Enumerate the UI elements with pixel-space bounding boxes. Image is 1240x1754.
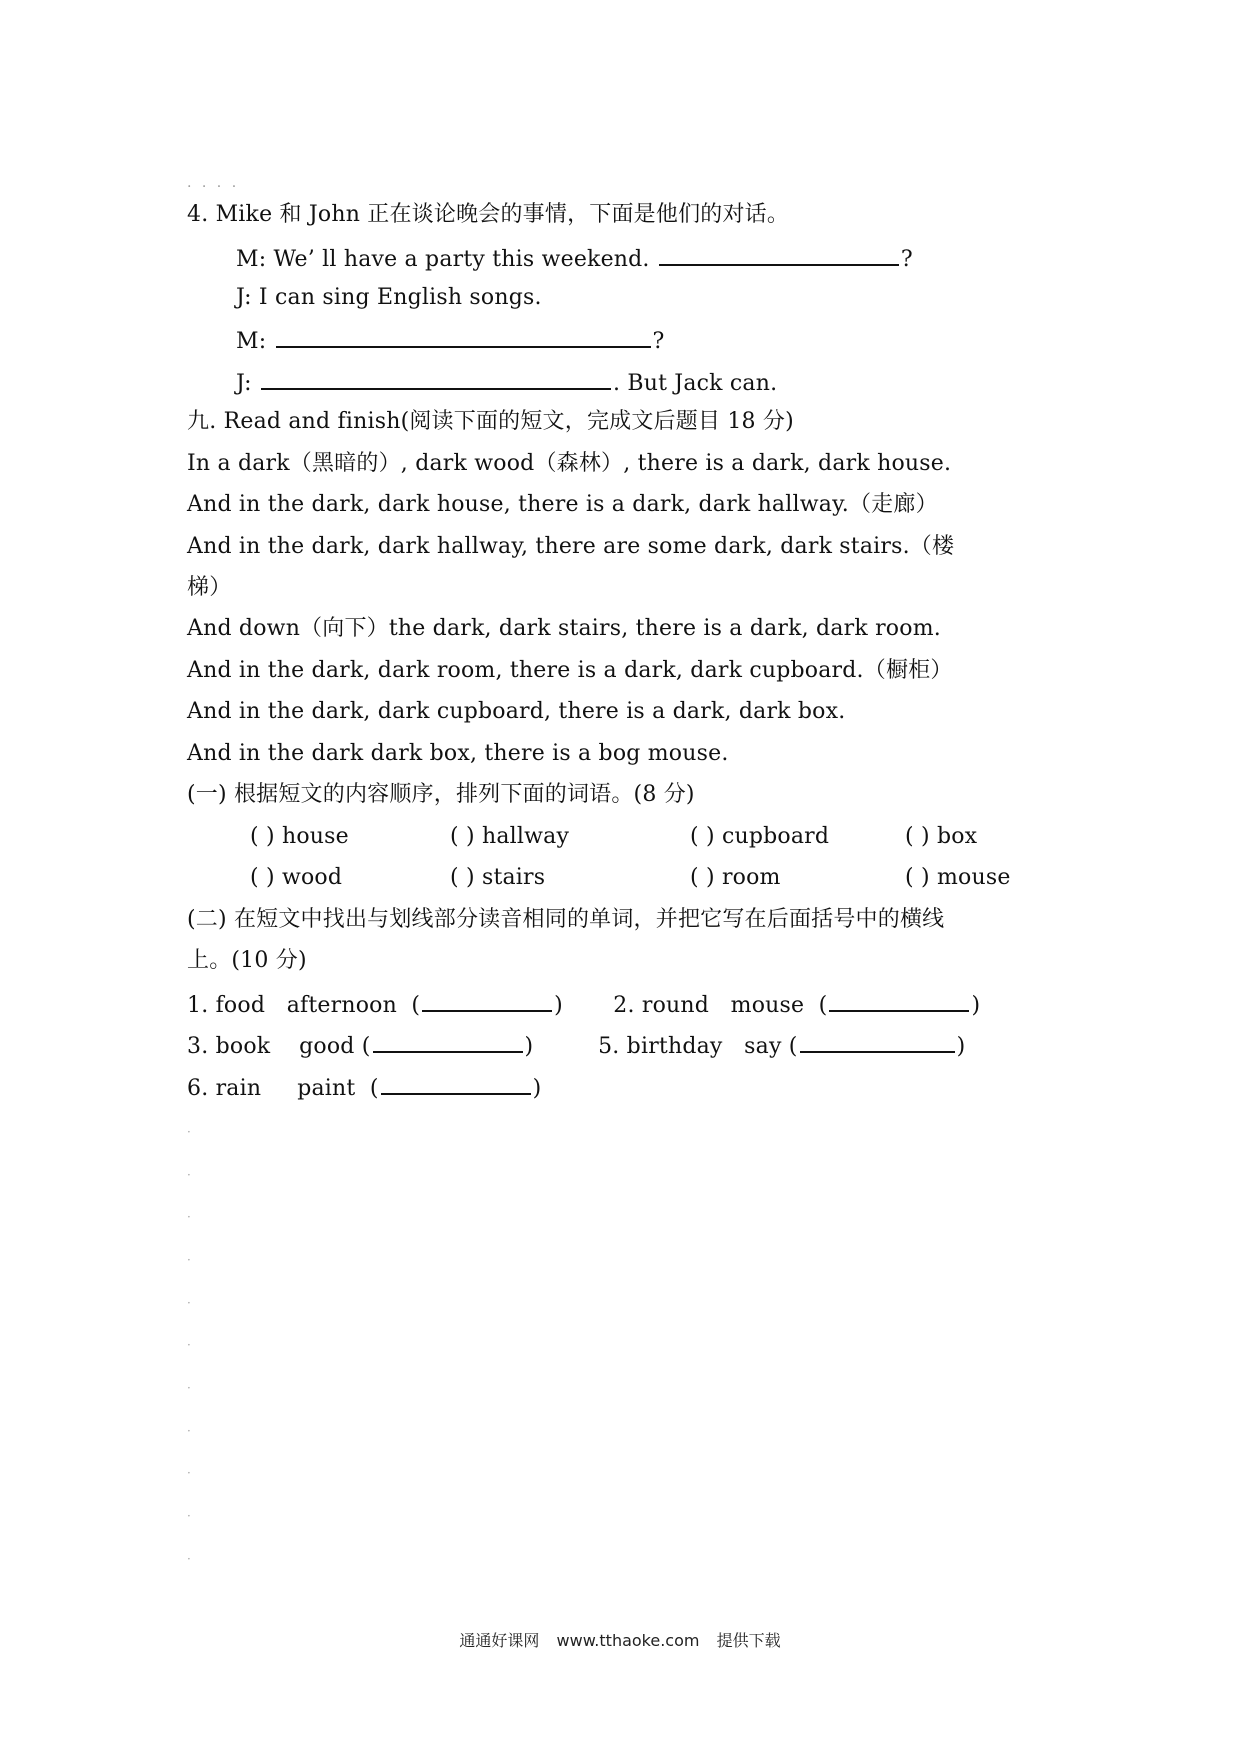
footer-url[interactable]: www.tthaoke.com [556, 1631, 700, 1650]
dialogue-line-3-suffix: ? [652, 329, 665, 354]
phonics-row-1: 1. food afternoon ( ) 2. round mouse ( ) [187, 988, 980, 1021]
margin-mark: · [187, 1424, 191, 1438]
passage-line: And down（向下）the dark, dark stairs, there is a dark, dark room. [187, 616, 941, 641]
order-row-2 [250, 863, 1011, 893]
dialogue-line-1-text: M: We’ ll have a party this weekend. [236, 247, 650, 272]
part1-title: (一) 根据短文的内容顺序，排列下面的词语。(8 分) [187, 782, 695, 807]
phonics-num: 3. [187, 1034, 209, 1059]
dialogue-line-4-suffix: . But Jack can. [612, 371, 778, 396]
passage-line: And in the dark, dark house, there is a dark, dark hallway.（走廊） [187, 492, 938, 517]
passage-line: 梯） [187, 575, 232, 600]
order-item[interactable]: ( ) cupboard [690, 824, 830, 849]
margin-mark: · [187, 1509, 191, 1523]
passage-line: In a dark（黑暗的）, dark wood（森林）, there is a dark, dark house. [187, 451, 952, 476]
part2-title-line-2: 上。(10 分) [187, 948, 307, 973]
phonics-num: 6. [187, 1076, 209, 1101]
phonics-word: say [744, 1034, 782, 1059]
phonics-word: rain [215, 1076, 262, 1101]
passage-line: And in the dark dark box, there is a bog mouse. [187, 741, 729, 766]
phonics-num: 2. [613, 993, 635, 1018]
phonics-word: afternoon [286, 993, 397, 1018]
dialogue-line-3 [236, 324, 665, 357]
footer-suffix: 提供下载 [716, 1631, 781, 1650]
margin-mark: · [187, 1338, 191, 1352]
phonics-num: 1. [187, 993, 209, 1018]
dialogue-line-4 [236, 366, 777, 399]
phonics-word: round [641, 993, 710, 1018]
margin-mark: · [187, 1125, 191, 1139]
order-item[interactable]: ( ) stairs [450, 865, 546, 890]
phonics-word: paint [297, 1076, 356, 1101]
q4-title: 4. Mike 和 John 正在谈论晚会的事情，下面是他们的对话。 [187, 202, 790, 227]
phonics-answer-blank[interactable] [381, 1071, 531, 1095]
margin-mark: · [187, 1381, 191, 1395]
phonics-word: book [215, 1034, 271, 1059]
phonics-row-2: 3. book good ( ) 5. birthday say ( ) [187, 1029, 965, 1062]
phonics-row-3: 6. rain paint ( ) [187, 1071, 541, 1104]
passage-line: And in the dark, dark hallway, there are some dark, dark stairs.（楼 [187, 534, 955, 559]
dialogue-line-1-suffix: ? [900, 247, 913, 272]
dialogue-line-2: J: I can sing English songs. [236, 285, 542, 310]
dialogue-line-1 [236, 242, 913, 275]
margin-mark: · [187, 1168, 191, 1182]
answer-blank[interactable] [261, 366, 611, 390]
page-footer [0, 1628, 1240, 1651]
dialogue-line-3-text: M: [236, 329, 267, 354]
order-item[interactable]: ( ) wood [250, 865, 343, 890]
phonics-word: birthday [626, 1034, 723, 1059]
footer-site-name: 通通好课网 [459, 1631, 540, 1650]
margin-mark: · [187, 1296, 191, 1310]
margin-mark: · [187, 1253, 191, 1267]
phonics-answer-blank[interactable] [829, 988, 969, 1012]
order-item[interactable]: ( ) house [250, 824, 349, 849]
phonics-answer-blank[interactable] [800, 1029, 955, 1053]
phonics-word: mouse [730, 993, 805, 1018]
order-item[interactable]: ( ) box [905, 824, 978, 849]
margin-mark: · [187, 1466, 191, 1480]
phonics-answer-blank[interactable] [422, 988, 552, 1012]
order-item[interactable]: ( ) room [690, 865, 781, 890]
order-item[interactable]: ( ) mouse [905, 865, 1011, 890]
phonics-answer-blank[interactable] [373, 1029, 523, 1053]
phonics-word: good [299, 1034, 355, 1059]
margin-mark: · [187, 1552, 191, 1566]
answer-blank[interactable] [659, 242, 899, 266]
order-row-1 [250, 822, 977, 852]
header-marks: . . . . [187, 175, 240, 191]
passage-line: And in the dark, dark room, there is a dark, dark cupboard.（橱柜） [187, 658, 953, 683]
passage-line: And in the dark, dark cupboard, there is a dark, dark box. [187, 699, 846, 724]
dialogue-line-4-text: J: [236, 371, 252, 396]
margin-mark: · [187, 1210, 191, 1224]
phonics-word: food [215, 993, 266, 1018]
order-item[interactable]: ( ) hallway [450, 824, 570, 849]
answer-blank[interactable] [276, 324, 651, 348]
phonics-num: 5. [598, 1034, 620, 1059]
section9-title: 九. Read and finish(阅读下面的短文，完成文后题目 18 分) [187, 409, 794, 434]
part2-title-line-1: (二) 在短文中找出与划线部分读音相同的单词，并把它写在后面括号中的横线 [187, 907, 945, 932]
